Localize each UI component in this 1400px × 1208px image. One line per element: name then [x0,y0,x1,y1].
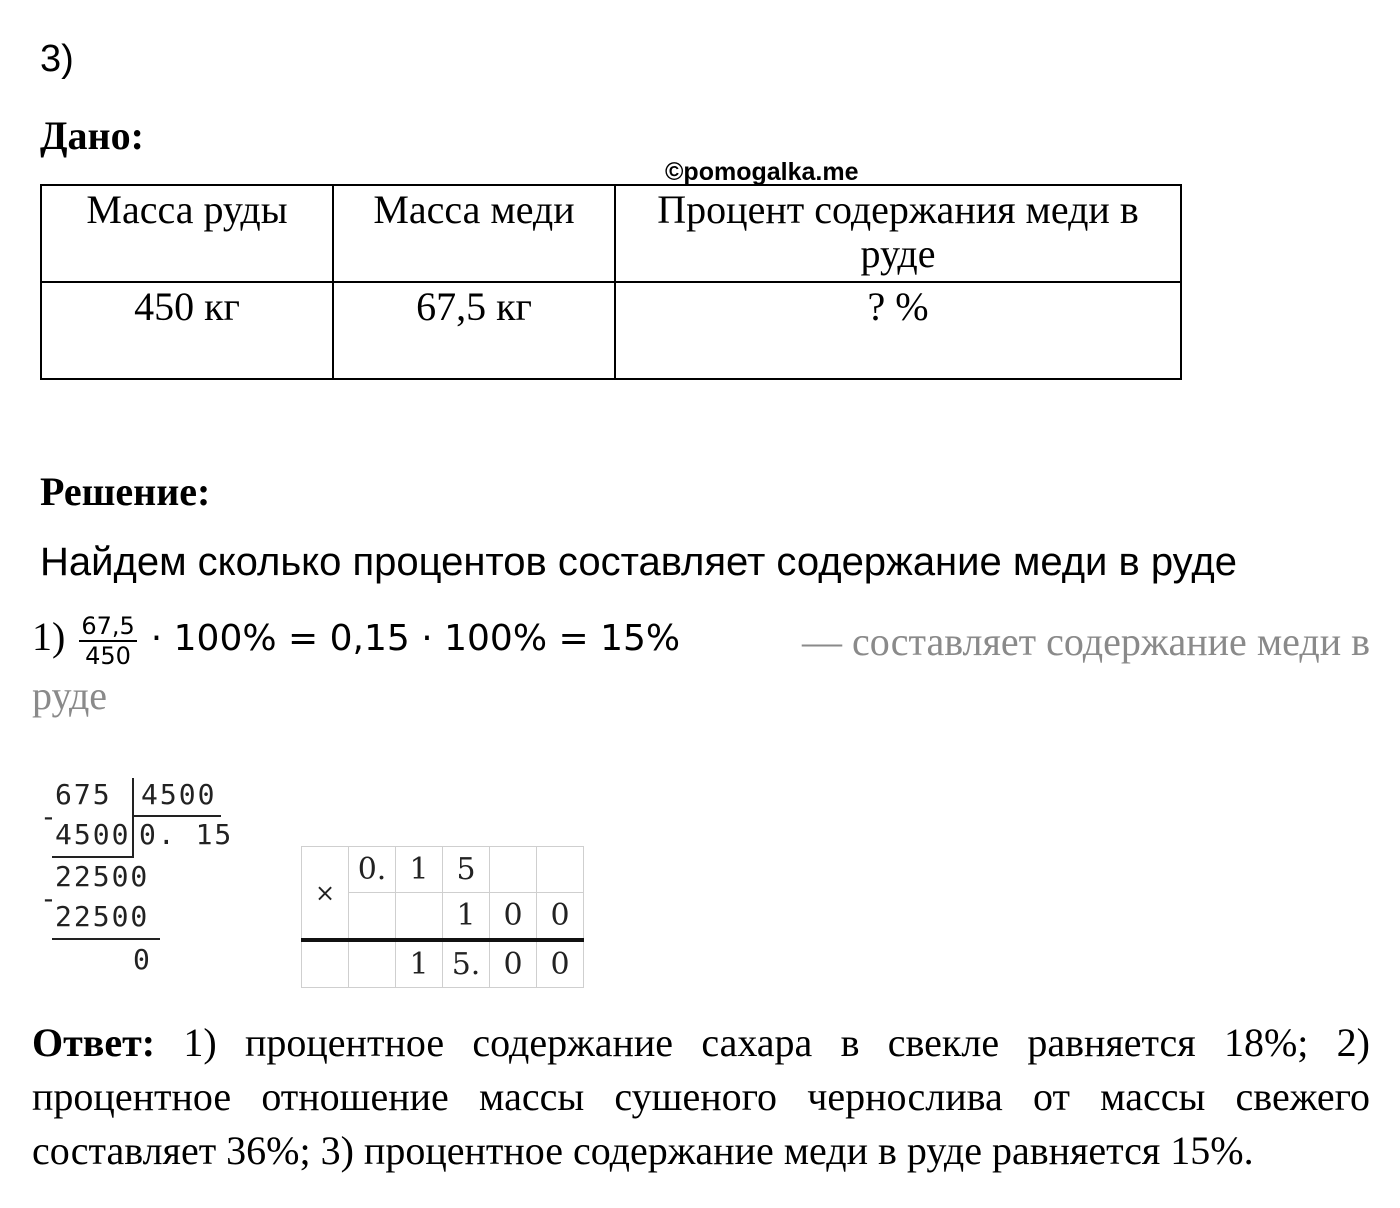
mult-cell [537,847,584,893]
step-1-expression: · 100% = 0,15 · 100% = 15% [150,618,681,660]
fraction-numerator: 67,5 [81,612,135,640]
value-copper-percent: ? % [615,282,1181,379]
header-copper-percent: Процент содержания меди в руде [615,185,1181,282]
mult-cell [349,940,396,988]
mult-cell: 1 [396,940,443,988]
given-table [40,184,1182,380]
given-table-value-row [41,282,1181,379]
mult-cell [490,847,537,893]
task-number: 3) [40,38,74,80]
given-table-header-row [41,185,1181,282]
mult-cell: 0 [490,940,537,988]
division-vertical-line [132,778,134,856]
division-subtrahend-2: 22500 [55,900,150,933]
fraction [79,612,136,670]
division-quotient-line [133,815,221,817]
mult-cell: 0 [537,893,584,941]
division-dividend: 675 [55,778,112,811]
answer-label: Ответ: [32,1020,156,1065]
mult-sign: × [302,847,349,941]
given-heading: Дано: [40,113,144,158]
division-subtrahend-1: 4500 [55,818,131,851]
mult-row-1 [302,847,584,893]
mult-cell [349,893,396,941]
answer-text: 1) процентное содержание сахара в свекле равняется 18%; 2) процентное отношение массы сушеного чернослива от массы свежего составляет 36%; 3) процентное содержание меди в руде равняется 15%. [32,1020,1371,1173]
mult-cell: 1 [396,847,443,893]
solution-heading: Решение: [40,469,211,514]
mult-result-row [302,940,584,988]
division-remainder-1: 22500 [55,860,150,893]
value-copper-mass: 67,5 кг [333,282,615,379]
fraction-denominator: 450 [85,642,131,670]
mult-cell: 1 [443,893,490,941]
mult-cell [396,893,443,941]
division-divisor: 4500 [141,778,217,811]
mult-cell [302,940,349,988]
mult-cell: 5 [443,847,490,893]
mult-cell: 5. [443,940,490,988]
division-underline-1 [52,856,134,858]
division-remainder-final: 0 [133,943,152,976]
mult-cell: 0 [490,893,537,941]
step-1 [32,612,1370,719]
answer [32,1016,1370,1178]
step-1-comment: — составляет содержание меди в [801,618,1370,664]
header-ore-mass: Масса руды [41,185,333,282]
division-quotient: 0. 15 [139,818,234,851]
step-1-label: 1) [32,614,66,660]
header-copper-mass: Масса меди [333,185,615,282]
mult-cell: 0. [349,847,396,893]
solution-intro: Найдем сколько процентов составляет содержание меди в руде [40,540,1237,584]
mult-cell: 0 [537,940,584,988]
division-underline-2 [52,938,160,940]
step-1-comment-end: руде [32,673,108,718]
value-ore-mass: 450 кг [41,282,333,379]
watermark: ©pomogalka.me [665,158,859,186]
multiplication-grid [301,846,584,988]
